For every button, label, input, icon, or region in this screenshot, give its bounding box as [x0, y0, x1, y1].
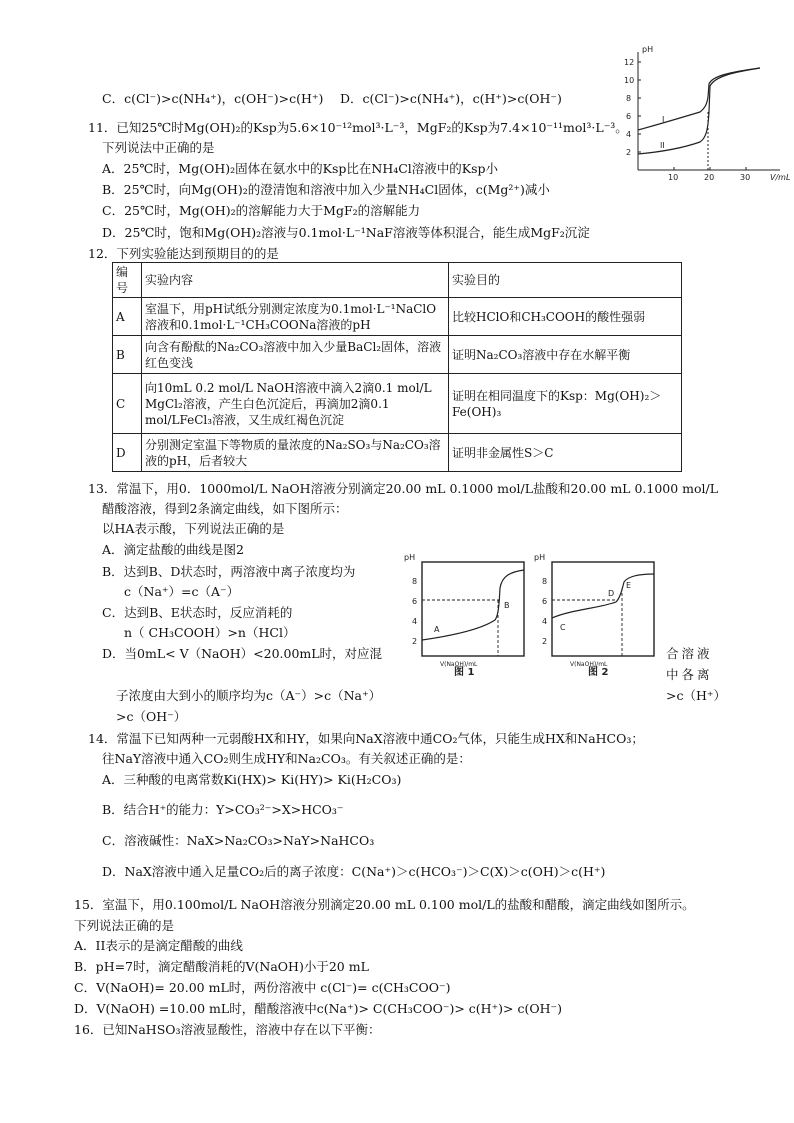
y-tick: 2: [626, 148, 632, 157]
table-cell-content: 室温下，用pH试纸分别测定浓度为0.1mol·L⁻¹NaClO溶液和0.1mol·L⁻¹CH₃COONa溶液的pH: [142, 298, 449, 336]
table-header-row: [113, 263, 682, 298]
q14-stem: 14．常温下已知两种一元弱酸HX和HY，如果向NaX溶液中通CO₂气体，只能生成HX和NaHCO₃；: [88, 731, 644, 746]
table-cell-id: B: [113, 336, 142, 374]
q16-stem: 16．已知NaHSO₃溶液显酸性，溶液中存在以下平衡：: [74, 1022, 381, 1037]
table-cell-content: 向10mL 0.2 mol/L NaOH溶液中滴入2滴0.1 mol/L MgCl₂溶液，产生白色沉淀后，再滴加2滴0.1 mol/LFeCl₃溶液，又生成红褐色沉淀: [142, 374, 449, 434]
q13-option-d-line2: 子浓度由大到小的顺序均为c（A⁻）>c（Na⁺）: [116, 688, 382, 703]
q11-stem2: 下列说法中正确的是: [102, 140, 215, 155]
x-tick: 10: [668, 173, 679, 182]
x-tick: 30: [740, 173, 751, 182]
y-tick: 2: [412, 637, 418, 646]
q11-option-b: B．25℃时，向Mg(OH)₂的澄清饱和溶液中加入少量NH₄Cl固体，c(Mg²⁺)减小: [102, 182, 550, 197]
table-cell-purpose: 证明在相同温度下的Ksp：Mg(OH)₂＞Fe(OH)₃: [449, 374, 682, 434]
q13-stem2: 醋酸溶液，得到2条滴定曲线，如下图所示：: [102, 501, 348, 516]
q13-option-d-right1: 合溶液: [666, 646, 713, 661]
q10-option-c: C．c(Cl⁻)>c(NH₄⁺)，c(OH⁻)>c(H⁺): [102, 91, 324, 106]
figure-1-point-a: A: [434, 625, 440, 634]
curve-II: [638, 68, 760, 154]
q12-stem: 12．下列实验能达到预期目的的是: [88, 246, 279, 261]
q13-option-c-line1: C．达到B、E状态时，反应消耗的: [102, 605, 293, 620]
table-cell-id: A: [113, 298, 142, 336]
figure-1-point-b: B: [504, 601, 510, 610]
q11-stem: 11．已知25℃时Mg(OH)₂的Ksp为5.6×10⁻¹²mol³·L⁻³，MgF₂的Ksp为7.4×10⁻¹¹mol³·L⁻³。: [88, 120, 628, 135]
q13-stem3: 以HA表示酸，下列说法正确的是: [102, 521, 285, 536]
figure-2-curve: [552, 574, 654, 618]
q13-option-d-right2: 中各离: [666, 667, 713, 682]
curve-I: [638, 68, 760, 130]
q14-option-c: C．溶液碱性：NaX>Na₂CO₃>NaY>NaHCO₃: [102, 833, 375, 848]
y-tick: 8: [542, 577, 548, 586]
q14-option-d: D．NaX溶液中通入足量CO₂后的离子浓度：C(Na⁺)＞c(HCO₃⁻)＞C(X)＞c(OH)＞c(H⁺): [102, 864, 606, 879]
y-tick: 6: [412, 597, 418, 606]
figure-2-point-d: D: [608, 589, 615, 598]
y-tick: 4: [542, 617, 548, 626]
y-tick: 12: [624, 58, 635, 67]
table-row: [113, 336, 682, 374]
table-cell-purpose: 比较HClO和CH₃COOH的酸性强弱: [449, 298, 682, 336]
figure-2-point-e: E: [626, 581, 632, 590]
q15-option-b: B．pH=7时，滴定醋酸消耗的V(NaOH)小于20 mL: [74, 959, 369, 974]
figure-2-titration: [530, 548, 660, 676]
y-tick: 8: [626, 94, 632, 103]
figure-2-x-label: V(NaOH)/mL: [570, 661, 608, 668]
q11-option-d: D．25℃时，饱和Mg(OH)₂溶液与0.1mol·L⁻¹NaF溶液等体积混合，能生成MgF₂沉淀: [102, 225, 590, 240]
top-chart-y-label: pH: [642, 45, 654, 54]
q14-option-a: A．三种酸的电离常数Ki(HX)> Ki(HY)> Ki(H₂CO₃): [102, 772, 402, 787]
table-header-cell: 实验内容: [142, 263, 449, 298]
curve-label-I: I: [662, 115, 665, 124]
q13-option-b-line2: c（Na⁺）=c（A⁻）: [124, 584, 240, 599]
q11-option-a: A．25℃时，Mg(OH)₂固体在氨水中的Ksp比在NH₄Cl溶液中的Ksp小: [102, 161, 499, 176]
figure-2-caption: 图 2: [588, 667, 609, 676]
y-tick: 10: [624, 76, 635, 85]
curve-label-II: II: [660, 141, 665, 150]
y-tick: 2: [542, 637, 548, 646]
q10-option-d: D．c(Cl⁻)>c(NH₄⁺)，c(H⁺)>c(OH⁻): [340, 91, 562, 106]
x-tick: 20: [704, 173, 715, 182]
table-cell-content: 分别测定室温下等物质的量浓度的Na₂SO₃与Na₂CO₃溶液的pH，后者较大: [142, 434, 449, 472]
q15-option-d: D．V(NaOH) =10.00 mL时，醋酸溶液中c(Na⁺)> C(CH₃COO⁻)> c(H⁺)> c(OH⁻): [74, 1001, 562, 1016]
q13-stem: 13．常温下，用0．1000mol/L NaOH溶液分别滴定20.00 mL 0.1000 mol/L盐酸和20.00 mL 0.1000 mol/L: [88, 481, 719, 496]
table-cell-purpose: 证明Na₂CO₃溶液中存在水解平衡: [449, 336, 682, 374]
table-header-cell: 实验目的: [449, 263, 682, 298]
y-tick: 6: [626, 112, 632, 121]
q15-stem: 15．室温下，用0.100mol/L NaOH溶液分别滴定20.00 mL 0.100 mol/L的盐酸和醋酸，滴定曲线如图所示。: [74, 897, 695, 912]
figure-1-caption: 图 1: [454, 667, 475, 676]
q13-option-d-right3: >c（H⁺）: [666, 688, 726, 703]
q12-table: [112, 262, 682, 472]
table-cell-purpose: 证明非金属性S＞C: [449, 434, 682, 472]
table-header-cell: 编号: [113, 263, 142, 298]
top-titration-chart: [620, 42, 792, 182]
q14-option-b: B．结合H⁺的能力：Y>CO₃²⁻>X>HCO₃⁻: [102, 802, 344, 817]
y-tick: 4: [412, 617, 418, 626]
figure-2-point-c: C: [560, 623, 566, 632]
table-row: [113, 434, 682, 472]
top-chart-x-label: V/mL: [770, 173, 791, 182]
table-cell-content: 向含有酚酞的Na₂CO₃溶液中加入少量BaCl₂固体，溶液红色变浅: [142, 336, 449, 374]
q15-option-c: C．V(NaOH)= 20.00 mL时，两份溶液中 c(Cl⁻)= c(CH₃COO⁻): [74, 980, 451, 995]
q13-option-b-line1: B．达到B、D状态时，两溶液中离子浓度均为: [102, 564, 356, 579]
q13-option-d-line1: D．当0mL< V（NaOH）<20.00mL时，对应混: [102, 646, 383, 661]
table-cell-id: C: [113, 374, 142, 434]
q13-option-c-line2: n（ CH₃COOH）>n（HCl）: [124, 625, 296, 640]
table-cell-id: D: [113, 434, 142, 472]
figure-1-titration: [400, 548, 530, 676]
y-tick: 4: [626, 130, 632, 139]
y-tick: 6: [542, 597, 548, 606]
table-row: [113, 374, 682, 434]
q15-stem2: 下列说法正确的是: [74, 918, 175, 933]
figure-1-y-label: pH: [404, 553, 416, 562]
q14-stem2: 往NaY溶液中通入CO₂则生成HY和Na₂CO₃。有关叙述正确的是：: [102, 751, 471, 766]
figure-2-y-label: pH: [534, 553, 546, 562]
y-tick: 8: [412, 577, 418, 586]
q15-option-a: A．II表示的是滴定醋酸的曲线: [74, 938, 243, 953]
q13-option-d-line3: >c（OH⁻）: [116, 709, 187, 724]
q13-option-a: A．滴定盐酸的曲线是图2: [102, 542, 244, 557]
figure-1-x-label: V(NaOH)/mL: [440, 661, 478, 668]
q11-option-c: C．25℃时，Mg(OH)₂的溶解能力大于MgF₂的溶解能力: [102, 203, 421, 218]
table-row: [113, 298, 682, 336]
